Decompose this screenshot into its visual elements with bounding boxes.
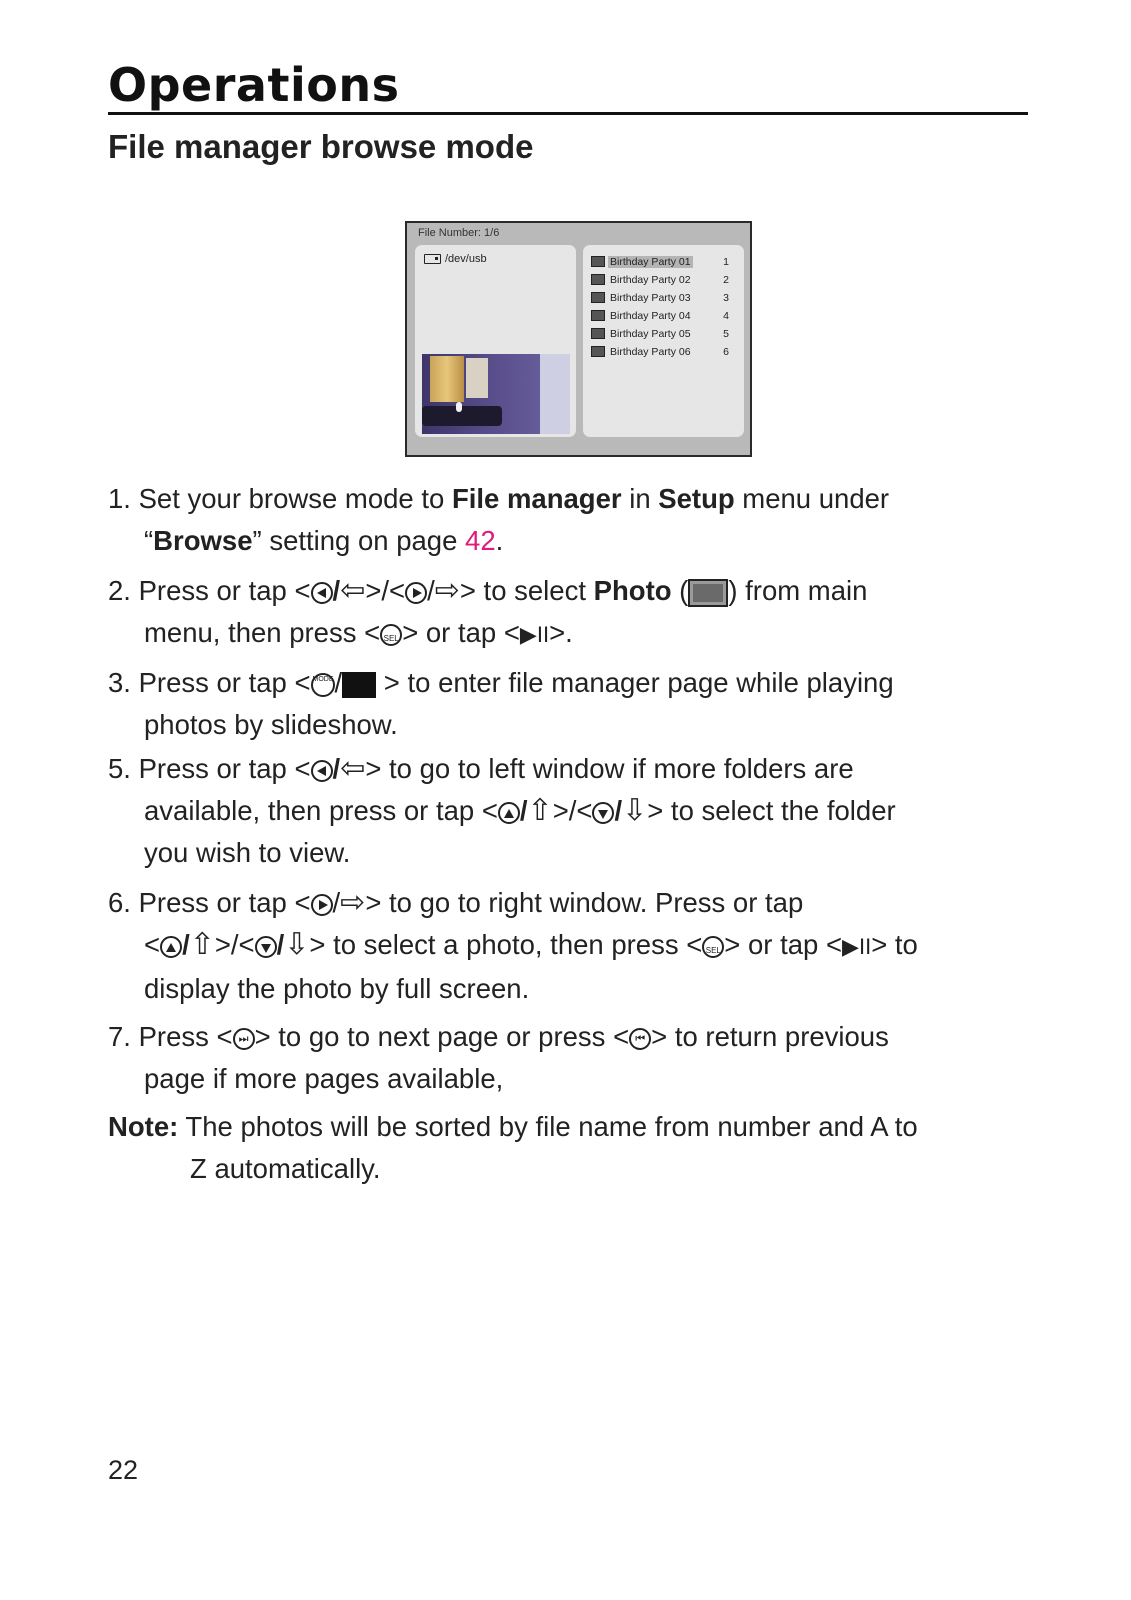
- file-number: 5: [723, 328, 729, 340]
- title-rule: [108, 112, 1028, 115]
- folder-item: [424, 253, 487, 265]
- step-text: in: [621, 483, 659, 514]
- usb-drive-icon: [424, 254, 441, 264]
- step-text: (: [671, 575, 689, 606]
- down-button-icon: [592, 802, 614, 824]
- section-title: File manager browse mode: [108, 128, 534, 165]
- file-number-label: File Number: 1/6: [418, 227, 500, 239]
- folder-panel: [415, 245, 576, 437]
- step-text: > or tap <: [724, 929, 843, 960]
- file-manager-screenshot: [405, 221, 752, 457]
- left-button-icon: [311, 760, 333, 782]
- step-text: > to enter file manager page while playing: [376, 667, 894, 698]
- step-text: 7. Press <: [108, 1021, 233, 1052]
- photo-icon: [688, 579, 728, 607]
- down-button-icon: [255, 936, 277, 958]
- step-text: ) from main: [728, 575, 868, 606]
- step-2: 2. Press or tap < /⇦>/< /⇨> to select Photo ( ) from main menu, then press < SEL > or tap <▶II>.: [108, 570, 867, 656]
- file-row[interactable]: [591, 289, 739, 307]
- step-text: >/<: [552, 795, 593, 826]
- file-number: 4: [723, 310, 729, 322]
- up-button-icon: [498, 802, 520, 824]
- step-line: < /⇧>/< /⇩> to select a photo, then press < SEL > or tap <▶II> to: [144, 927, 918, 962]
- file-number: 6: [723, 346, 729, 358]
- page-number: 22: [108, 1455, 139, 1485]
- step-text: > to select the folder: [647, 795, 896, 826]
- step-bold: Setup: [658, 483, 735, 514]
- right-outline-arrow-icon: ⇨: [340, 885, 366, 920]
- file-name: Birthday Party 06: [610, 346, 691, 358]
- down-outline-arrow-icon: ⇩: [622, 793, 648, 828]
- file-name: Birthday Party 03: [610, 292, 691, 304]
- file-list: [591, 253, 739, 361]
- step-text: 6. Press or tap <: [108, 887, 311, 918]
- left-outline-arrow-icon: ⇦: [340, 751, 366, 786]
- play-pause-icon: ▶II: [519, 622, 550, 647]
- quote-mark: “: [144, 525, 154, 556]
- step-3: [108, 662, 894, 746]
- left-button-icon: [311, 582, 333, 604]
- step-bold: Browse: [153, 525, 253, 556]
- note-line: Z automatically.: [190, 1153, 381, 1184]
- note: [108, 1106, 918, 1190]
- step-text: > to select a photo, then press <: [309, 929, 703, 960]
- right-outline-arrow-icon: ⇨: [434, 573, 460, 608]
- step-text: > to select: [459, 575, 594, 606]
- step-text: 5. Press or tap <: [108, 753, 311, 784]
- file-name: Birthday Party 02: [610, 274, 691, 286]
- note-text: The photos will be sorted by file name from number and A to: [178, 1111, 918, 1142]
- file-number: 2: [723, 274, 729, 286]
- previous-page-icon: ⏮: [629, 1028, 651, 1050]
- step-text: > to go to next page or press <: [254, 1021, 630, 1052]
- step-text: .: [495, 525, 504, 556]
- jpg-file-icon: [591, 292, 605, 303]
- step-text: >/<: [214, 929, 255, 960]
- jpg-file-icon: [591, 310, 605, 321]
- file-name: Birthday Party 05: [610, 328, 691, 340]
- step-text: <: [144, 929, 161, 960]
- step-line: photos by slideshow.: [144, 709, 398, 740]
- step-line: [108, 520, 889, 562]
- file-row[interactable]: [591, 343, 739, 361]
- step-1: [108, 478, 889, 562]
- file-number: 3: [723, 292, 729, 304]
- step-line: page if more pages available,: [144, 1063, 504, 1094]
- step-text: > to go to left window if more folders are: [365, 753, 854, 784]
- up-outline-arrow-icon: ⇧: [527, 793, 553, 828]
- up-outline-arrow-icon: ⇧: [189, 927, 215, 962]
- step-text: menu, then press <: [144, 617, 381, 648]
- step-text: Set your browse mode to: [138, 483, 452, 514]
- file-row[interactable]: [591, 325, 739, 343]
- preview-curtain: [430, 356, 464, 402]
- step-bold: File manager: [451, 483, 622, 514]
- step-text: /: [332, 753, 341, 784]
- step-text: > to: [871, 929, 918, 960]
- photo-preview: [422, 354, 570, 434]
- step-bold: Photo: [593, 575, 672, 606]
- mode-key-icon: [342, 672, 376, 698]
- step-5: [108, 748, 896, 874]
- file-name: Birthday Party 01: [610, 256, 691, 268]
- right-button-icon: [311, 894, 333, 916]
- jpg-file-icon: [591, 346, 605, 357]
- step-6: [108, 882, 918, 1010]
- preview-frame: [540, 354, 570, 434]
- preview-sofa: [422, 406, 502, 426]
- file-row[interactable]: [591, 271, 739, 289]
- step-line: available, then press or tap < /⇧>/< /⇩> to select the folder: [144, 793, 896, 828]
- step-text: 2. Press or tap <: [108, 575, 311, 606]
- page-42-link[interactable]: 42: [465, 525, 496, 556]
- next-page-icon: ⏭: [233, 1028, 255, 1050]
- jpg-file-icon: [591, 328, 605, 339]
- step-text: >.: [549, 617, 573, 648]
- file-list-panel: [583, 245, 744, 437]
- step-text: menu under: [734, 483, 890, 514]
- left-outline-arrow-icon: ⇦: [340, 573, 366, 608]
- file-row[interactable]: [591, 307, 739, 325]
- step-text: available, then press or tap <: [144, 795, 498, 826]
- step-text: >/<: [365, 575, 406, 606]
- step-text: > to return previous: [651, 1021, 889, 1052]
- sel-button-icon: SEL: [702, 936, 724, 958]
- jpg-file-icon: [591, 274, 605, 285]
- step-line: you wish to view.: [144, 837, 351, 868]
- file-row[interactable]: [591, 253, 739, 271]
- step-text: /: [334, 667, 343, 698]
- mode-button-icon: MODE: [311, 673, 335, 697]
- sel-button-icon: SEL: [380, 624, 402, 646]
- page-title: Operations: [108, 58, 400, 112]
- step-text: 3. Press or tap <: [108, 667, 311, 698]
- jpg-file-icon: [591, 256, 605, 267]
- step-text: ” setting on page: [252, 525, 466, 556]
- step-line: [108, 612, 867, 656]
- file-name: Birthday Party 04: [610, 310, 691, 322]
- preview-window: [466, 358, 488, 398]
- file-number: 1: [723, 256, 729, 268]
- step-line: display the photo by full screen.: [144, 973, 530, 1004]
- step-text: /: [332, 887, 341, 918]
- down-outline-arrow-icon: ⇩: [284, 927, 310, 962]
- step-text: > or tap <: [402, 617, 520, 648]
- up-button-icon: [160, 936, 182, 958]
- right-button-icon: [405, 582, 427, 604]
- step-number: 1.: [108, 483, 131, 514]
- step-text: > to go to right window. Press or tap: [365, 887, 804, 918]
- step-7: [108, 1016, 889, 1100]
- play-pause-icon: ▶II: [842, 934, 872, 959]
- note-label: Note:: [108, 1111, 179, 1142]
- preview-flower: [456, 402, 462, 412]
- folder-path: /dev/usb: [445, 253, 487, 265]
